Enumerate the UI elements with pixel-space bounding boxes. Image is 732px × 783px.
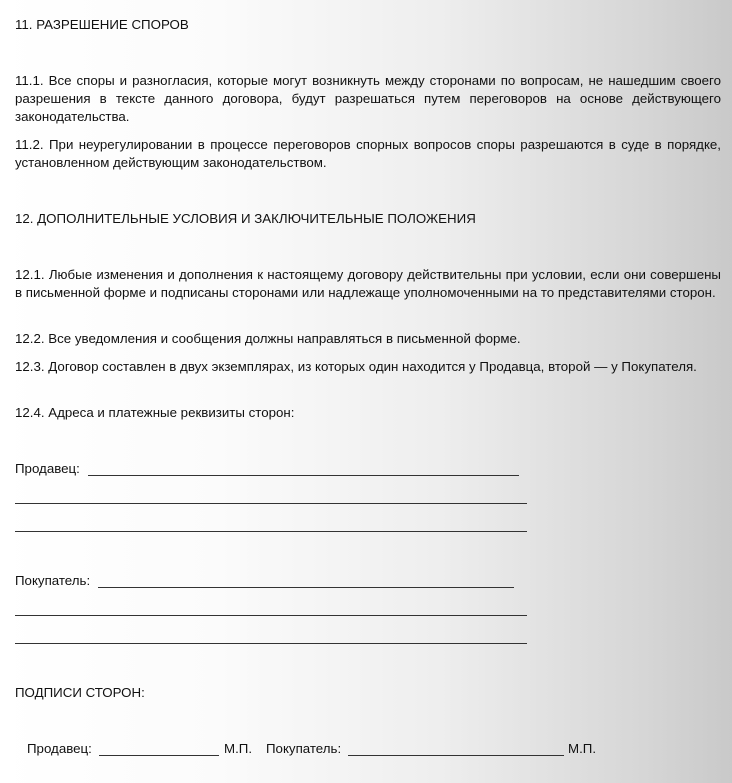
- buyer-signature-label: Покупатель:: [266, 741, 342, 756]
- seller-requisites-line-1[interactable]: [88, 475, 519, 476]
- clause-12-2: 12.2. Все уведомления и сообщения должны направляться в письменной форме.: [15, 331, 521, 346]
- buyer-requisites-line-3[interactable]: [15, 643, 527, 644]
- seller-signature-label: Продавец:: [27, 741, 92, 756]
- section-11-heading: 11. РАЗРЕШЕНИЕ СПОРОВ: [15, 17, 189, 32]
- clause-12-1: 12.1. Любые изменения и дополнения к настоящему договору действительны при условии, если они совершены в письменной форме и подписаны сторонами или надлежаще уполномоченными на то представителями сторон.: [15, 267, 721, 300]
- clause-12-3: 12.3. Договор составлен в двух экземплярах, из которых один находится у Продавца, второй — у Покупателя.: [15, 359, 697, 374]
- buyer-requisites-line-2[interactable]: [15, 615, 527, 616]
- buyer-seal-label: М.П.: [568, 741, 597, 756]
- clause-12-4: 12.4. Адреса и платежные реквизиты сторон:: [15, 405, 295, 420]
- buyer-requisites-line-1[interactable]: [98, 587, 514, 588]
- buyer-requisites-label: Покупатель:: [15, 573, 91, 588]
- seller-signature-line[interactable]: [99, 755, 219, 756]
- seller-requisites-line-2[interactable]: [15, 503, 527, 504]
- seller-requisites-line-3[interactable]: [15, 531, 527, 532]
- buyer-signature-line[interactable]: [348, 755, 564, 756]
- clause-11-2: 11.2. При неурегулировании в процессе переговоров спорных вопросов споры разрешаются в суде в порядке, установленном действующим законодательством.: [15, 137, 721, 170]
- seller-seal-label: М.П.: [224, 741, 253, 756]
- seller-requisites-label: Продавец:: [15, 461, 80, 476]
- section-12-heading: 12. ДОПОЛНИТЕЛЬНЫЕ УСЛОВИЯ И ЗАКЛЮЧИТЕЛЬНЫЕ ПОЛОЖЕНИЯ: [15, 211, 476, 226]
- clause-11-1: 11.1. Все споры и разногласия, которые могут возникнуть между сторонами по вопросам, не нашедшим своего разрешения в тексте данного договора, будут разрешаться путем переговоров на основе действующего законодательства.: [15, 73, 721, 124]
- signatures-heading: ПОДПИСИ СТОРОН:: [15, 685, 145, 700]
